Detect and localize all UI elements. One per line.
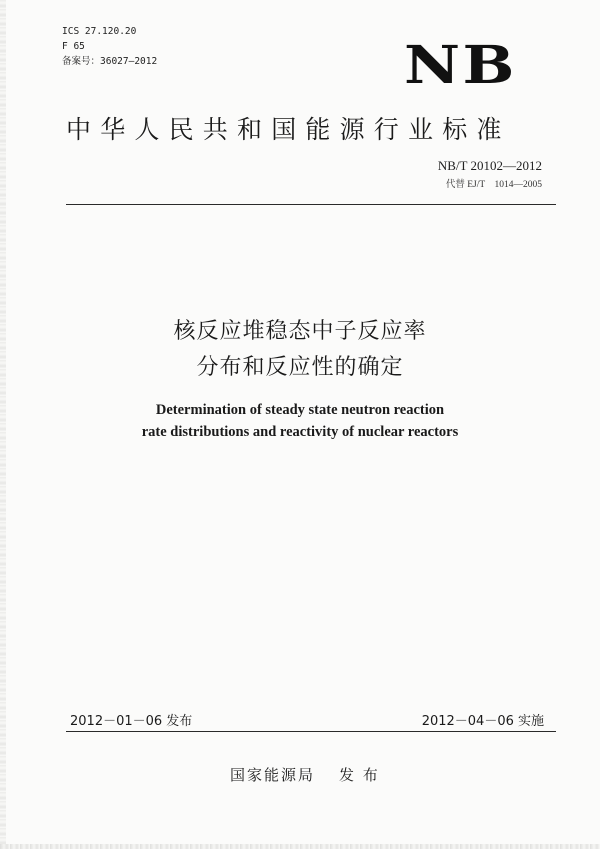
standard-number: NB/T 20102—2012 [437,158,542,173]
issuing-authority [230,764,380,785]
english-title-line-1: Determination of steady state neutron reaction [155,402,445,418]
chinese-title-line-1: 核反应堆稳态中子反应率 [173,319,427,344]
nb-logo: NB [404,35,517,96]
replaces-standard: 代替 EJ/T 1014—2005 [445,180,542,190]
classification-block [62,24,157,69]
issue-date: 2012－01－06 发布 [70,714,193,729]
record-number: 备案号：36027—2012 [62,56,158,67]
issuer-name: 国家能源局 [230,766,316,784]
scan-edge-bottom [0,844,600,849]
implementation-date: 2012－04－06 实施 [421,714,544,729]
ics-code: ICS 27.120.20 [62,26,137,37]
header-divider [66,204,556,205]
chinese-title-line-2: 分布和反应性的确定 [196,355,404,380]
english-title-line-2: rate distributions and reactivity of nuclear reactors [141,424,459,440]
standard-category-title: 中华人民共和国能源行业标准 [66,115,511,144]
ccs-code: F 65 [62,41,85,52]
issuer-action: 发 布 [339,766,380,784]
footer-divider [66,731,556,732]
